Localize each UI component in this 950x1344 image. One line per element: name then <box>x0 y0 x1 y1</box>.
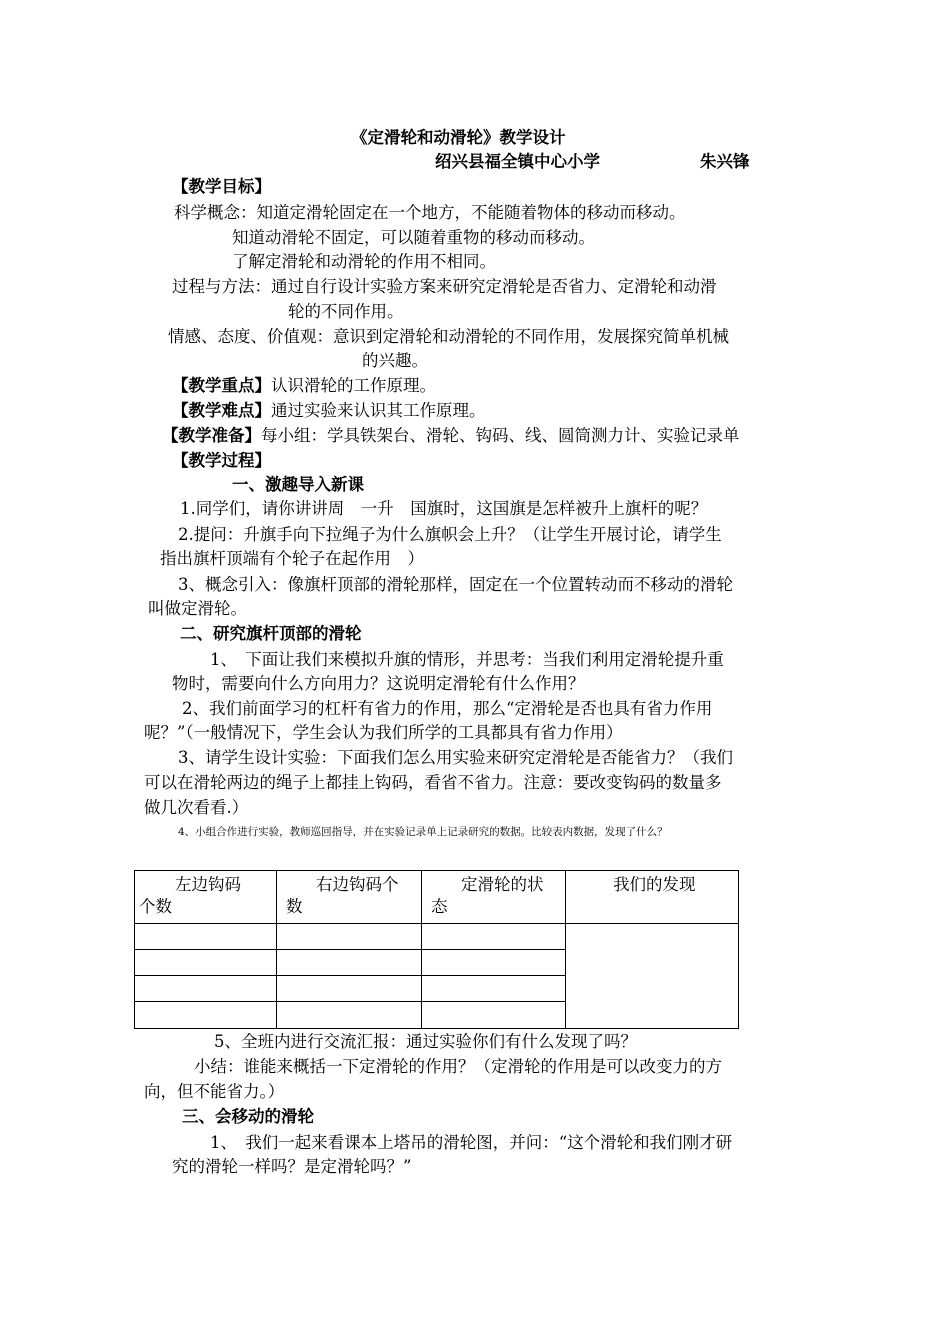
part3-title: 三、会移动的滑轮 <box>182 1107 314 1126</box>
concept-line-3: 了解定滑轮和动滑轮的作用不相同。 <box>232 252 496 271</box>
table-header-pulley-state <box>431 874 544 918</box>
part1-p3-line1: 3、概念引入：像旗杆顶部的滑轮那样，固定在一个位置转动而不移动的滑轮 <box>178 575 733 594</box>
part2-p2-line1: 2、我们前面学习的杠杆有省力的作用，那么“定滑轮是否也具有省力作用 <box>182 699 713 718</box>
preparation-label: 【教学准备】 <box>162 426 261 445</box>
preparation <box>162 426 740 446</box>
part2-p1-line2: 物时，需要向什么方向用力？这说明定滑轮有什么作用？ <box>172 674 585 693</box>
part1-p2-line2: 指出旗杆顶端有个轮子在起作用 ） <box>160 549 424 568</box>
table-header-text: 态 <box>431 897 448 916</box>
part1-p3-line2: 叫做定滑轮。 <box>148 599 247 618</box>
part2-p2-line2: 呢？”（一般情况下，学生会认为我们所学的工具都具有省力作用） <box>144 723 623 742</box>
part3-p1-line1: 1、 我们一起来看课本上塔吊的滑轮图，并问：“这个滑轮和我们刚才研 <box>210 1133 733 1152</box>
table-header-text: 右边钩码个 <box>316 875 399 894</box>
key-point-text: 认识滑轮的工作原理。 <box>271 376 436 395</box>
table-header-left-count <box>139 874 241 918</box>
summary-line-2: 向，但不能省力。） <box>144 1082 285 1101</box>
table-row-rule <box>135 1001 565 1002</box>
table-row-rule <box>135 975 565 976</box>
table-header-rule <box>135 923 738 924</box>
table-header-text: 定滑轮的状 <box>461 875 544 894</box>
concept-line-2: 知道动滑轮不固定，可以随着重物的移动而移动。 <box>232 228 595 247</box>
process-method-line-2: 轮的不同作用。 <box>288 302 404 321</box>
part2-p1-line1: 1、 下面让我们来模拟升旗的情形，并思考：当我们利用定滑轮提升重 <box>210 650 724 669</box>
table-header-findings: 我们的发现 <box>613 875 696 894</box>
table-header-text: 左边钩码 <box>175 875 241 894</box>
key-point-label: 【教学重点】 <box>172 376 271 395</box>
difficulty-text: 通过实验来认识其工作原理。 <box>271 401 486 420</box>
process-method-line-1: 过程与方法：通过自行设计实验方案来研究定滑轮是否省力、定滑轮和动滑 <box>172 277 717 296</box>
preparation-text: 每小组：学具铁架台、滑轮、钩码、线、圆筒测力计、实验记录单 <box>261 426 740 445</box>
part1-p1: 1.同学们，请你讲讲周 一升 国旗时，这国旗是怎样被升上旗杆的呢？ <box>180 499 708 518</box>
key-point <box>172 376 436 396</box>
part1-p2-line1: 2.提问：升旗手向下拉绳子为什么旗帜会上升？（让学生开展讨论，请学生 <box>178 525 722 544</box>
part2-p3-line2: 可以在滑轮两边的绳子上都挂上钩码，看省不省力。注意：要改变钩码的数量多 <box>144 773 722 792</box>
table-row-rule <box>135 949 565 950</box>
table-header-right-count <box>286 874 399 918</box>
difficulty <box>172 401 486 421</box>
table-header-text: 数 <box>286 897 303 916</box>
objectives-heading: 【教学目标】 <box>172 177 271 196</box>
concept-line-1: 科学概念：知道定滑轮固定在一个地方，不能随着物体的移动而移动。 <box>174 203 686 222</box>
process-heading: 【教学过程】 <box>172 451 271 470</box>
part3-p1-line2: 究的滑轮一样吗？是定滑轮吗？” <box>172 1157 412 1176</box>
part2-p5: 5、全班内进行交流汇报：通过实验你们有什么发现了吗？ <box>214 1032 637 1051</box>
table-divider <box>565 871 566 1028</box>
summary-line-1: 小结：谁能来概括一下定滑轮的作用？（定滑轮的作用是可以改变力的方 <box>194 1057 722 1076</box>
author-school: 绍兴县福全镇中心小学 <box>435 152 600 171</box>
part2-p3-line3: 做几次看看.） <box>144 798 249 817</box>
part2-title: 二、研究旗杆顶部的滑轮 <box>180 624 362 643</box>
experiment-record-table <box>134 870 739 1029</box>
emotion-line-1: 情感、态度、价值观：意识到定滑轮和动滑轮的不同作用，发展探究简单机械 <box>168 327 729 346</box>
document-title: 《定滑轮和动滑轮》教学设计 <box>351 128 566 147</box>
emotion-line-2: 的兴趣。 <box>362 351 428 370</box>
author-name: 朱兴锋 <box>700 152 750 171</box>
part1-title: 一、激趣导入新课 <box>232 475 364 494</box>
difficulty-label: 【教学难点】 <box>172 401 271 420</box>
part2-p3-line1: 3、请学生设计实验：下面我们怎么用实验来研究定滑轮是否能省力？（我们 <box>178 748 733 767</box>
table-header-text: 个数 <box>139 897 172 916</box>
part2-p4: 4、小组合作进行实验，教师巡回指导，并在实验记录单上记录研究的数据。比较表内数据，发现了什么？ <box>178 826 668 838</box>
